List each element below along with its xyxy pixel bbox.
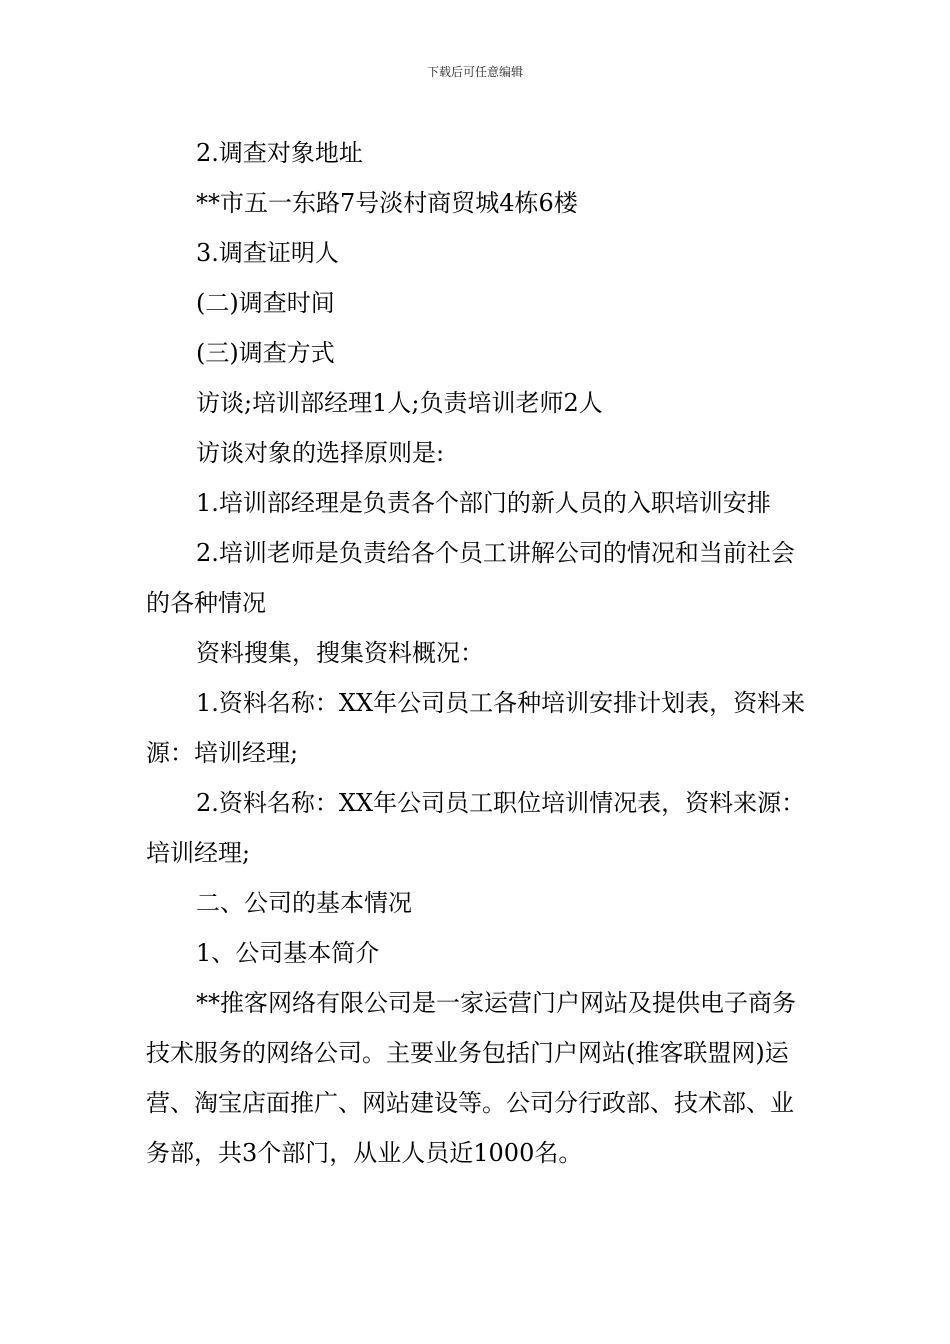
paragraph-survey-method-heading: (三)调查方式	[196, 339, 335, 367]
paragraph-principle-1: 1.培训部经理是负责各个部门的新人员的入职培训安排	[196, 489, 771, 517]
paragraph-company-intro: **推客网络有限公司是一家运营门户网站及提供电子商务技术服务的网络公司。主要业务包括门户网站(推客联盟网)运营、淘宝店面推广、网站建设等。公司分行政部、技术部、业务部，共3个部门，从业人员近1000名。	[146, 989, 796, 1167]
paragraph-principle-2: 2.培训老师是负责给各个员工讲解公司的情况和当前社会的各种情况	[146, 539, 795, 617]
paragraph-section-2-heading: 二、公司的基本情况	[196, 889, 412, 917]
paragraph-survey-address: **市五一东路7号淡村商贸城4栋6楼	[196, 189, 578, 217]
paragraph-selection-principle: 访谈对象的选择原则是:	[196, 439, 445, 467]
paragraph-data-item-1: 1.资料名称：XX年公司员工各种培训安排计划表，资料来源：培训经理;	[146, 689, 806, 767]
document-body	[146, 128, 808, 1178]
paragraph-interviewees: 访谈;培训部经理1人;负责培训老师2人	[196, 389, 603, 417]
paragraph-survey-address-heading: 2.调查对象地址	[196, 139, 363, 167]
page-header: 下载后可任意编辑	[426, 65, 523, 79]
paragraph-company-intro-heading: 1、公司基本简介	[196, 939, 380, 967]
paragraph-witness-heading: 3.调查证明人	[196, 239, 339, 267]
paragraph-survey-time-heading: (二)调查时间	[196, 289, 335, 317]
paragraph-data-collection: 资料搜集，搜集资料概况：	[196, 639, 484, 667]
paragraph-data-item-2: 2.资料名称：XX年公司员工职位培训情况表，资料来源：培训经理;	[146, 789, 806, 867]
